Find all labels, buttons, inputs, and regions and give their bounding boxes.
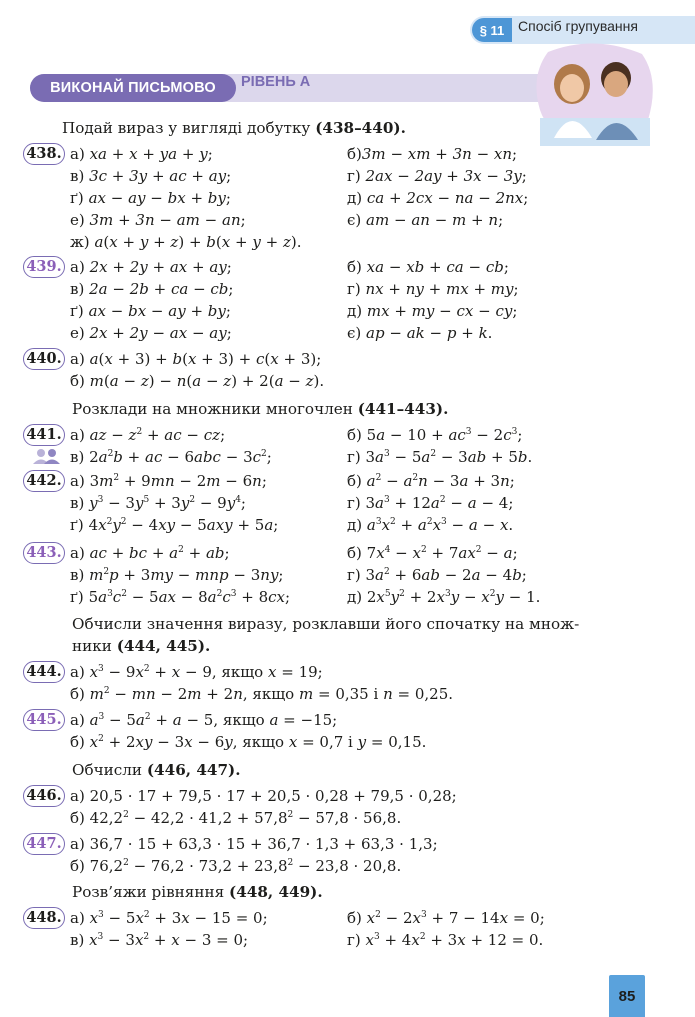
banner-level: РІВЕНЬ А (241, 74, 311, 90)
instruction-441-443 (72, 398, 448, 420)
item-label: а) (70, 835, 85, 853)
item-label: в) (70, 931, 85, 949)
exercise-number-438: 438. (23, 143, 65, 165)
item-label: а) (70, 909, 85, 927)
item-label: а) (70, 544, 85, 562)
instruction-text: Розклади на множники многочлен (72, 400, 353, 418)
exercise-number-443: 443. (23, 542, 65, 564)
exercise-number-441: 441. (23, 424, 65, 446)
instruction-text: ники (72, 637, 112, 655)
item-label: д) (347, 302, 363, 320)
item-label: ґ) (70, 302, 84, 320)
item-label: е) (70, 211, 85, 229)
instruction-444-445 (72, 613, 579, 635)
item-label: а) (70, 663, 85, 681)
item-label: а) (70, 711, 85, 729)
instruction-ref: (448, 449). (229, 883, 323, 901)
instruction-ref: (438–440). (315, 119, 406, 137)
item-label: а) (70, 787, 85, 805)
instruction-448-449 (72, 881, 323, 903)
item-label: б) (70, 809, 85, 827)
exercise-number-439: 439. (23, 256, 65, 278)
item-label: г) (347, 494, 361, 512)
item-label: в) (70, 448, 85, 466)
item-label: а) (70, 472, 85, 490)
pair-work-icon (30, 447, 64, 465)
exercise-number-447: 447. (23, 833, 65, 855)
item-label: б) (347, 426, 362, 444)
exercise-number-444: 444. (23, 661, 65, 683)
item-label: б) (347, 472, 362, 490)
item-label: в) (70, 566, 85, 584)
instruction-text: Розв’яжи рівняння (72, 883, 225, 901)
page-number: 85 (609, 975, 645, 1017)
instruction-ref: (441–443). (357, 400, 449, 418)
item-label: б) (347, 909, 362, 927)
item-label: ґ) (70, 516, 84, 534)
item-label: є) (347, 324, 362, 342)
section-number: § 11 (472, 18, 512, 42)
item-label: є) (347, 211, 362, 229)
instruction-text: Подай вираз у вигляді добутку (62, 119, 311, 137)
item-label: д) (347, 516, 363, 534)
item-label: г) (347, 448, 361, 466)
instruction-446-447 (72, 759, 241, 781)
item-label: а) (70, 145, 85, 163)
item-label: б) (70, 733, 85, 751)
section-title: Спосіб групування (518, 18, 638, 34)
exercise-number-442: 442. (23, 470, 65, 492)
item-label: ґ) (70, 189, 84, 207)
item-label: б) (347, 544, 362, 562)
exercise-number-440: 440. (23, 348, 65, 370)
item-label: б) (70, 685, 85, 703)
item-label: г) (347, 167, 361, 185)
item-label: г) (347, 280, 361, 298)
item-label: б) (70, 372, 85, 390)
instruction-text: Обчисли значення виразу, розклавши його спочатку на множ- (72, 615, 580, 633)
item-label: в) (70, 280, 85, 298)
item-label: ґ) (70, 588, 84, 606)
students-photo (530, 40, 658, 150)
item-label: г) (347, 931, 361, 949)
item-label: б) (347, 258, 362, 276)
item-label: б) (347, 145, 362, 163)
item-label: а) (70, 350, 85, 368)
instruction-444-445-cont (72, 635, 210, 657)
item-label: в) (70, 167, 85, 185)
exercise-number-445: 445. (23, 709, 65, 731)
exercise-number-448: 448. (23, 907, 65, 929)
instruction-ref: (446, 447). (146, 761, 241, 779)
instruction-text: Обчисли (72, 761, 143, 779)
item-label: б) (70, 857, 85, 875)
item-label: г) (347, 566, 361, 584)
instruction-438-440 (62, 117, 406, 139)
exercise-number-446: 446. (23, 785, 65, 807)
instruction-ref: (444, 445). (116, 637, 211, 655)
item-label: д) (347, 588, 363, 606)
item-label: д) (347, 189, 363, 207)
item-label: а) (70, 426, 85, 444)
item-label: ж) (70, 233, 90, 251)
banner-label: ВИКОНАЙ ПИСЬМОВО (30, 74, 236, 102)
item-label: в) (70, 494, 85, 512)
item-label: е) (70, 324, 85, 342)
item-label: а) (70, 258, 85, 276)
